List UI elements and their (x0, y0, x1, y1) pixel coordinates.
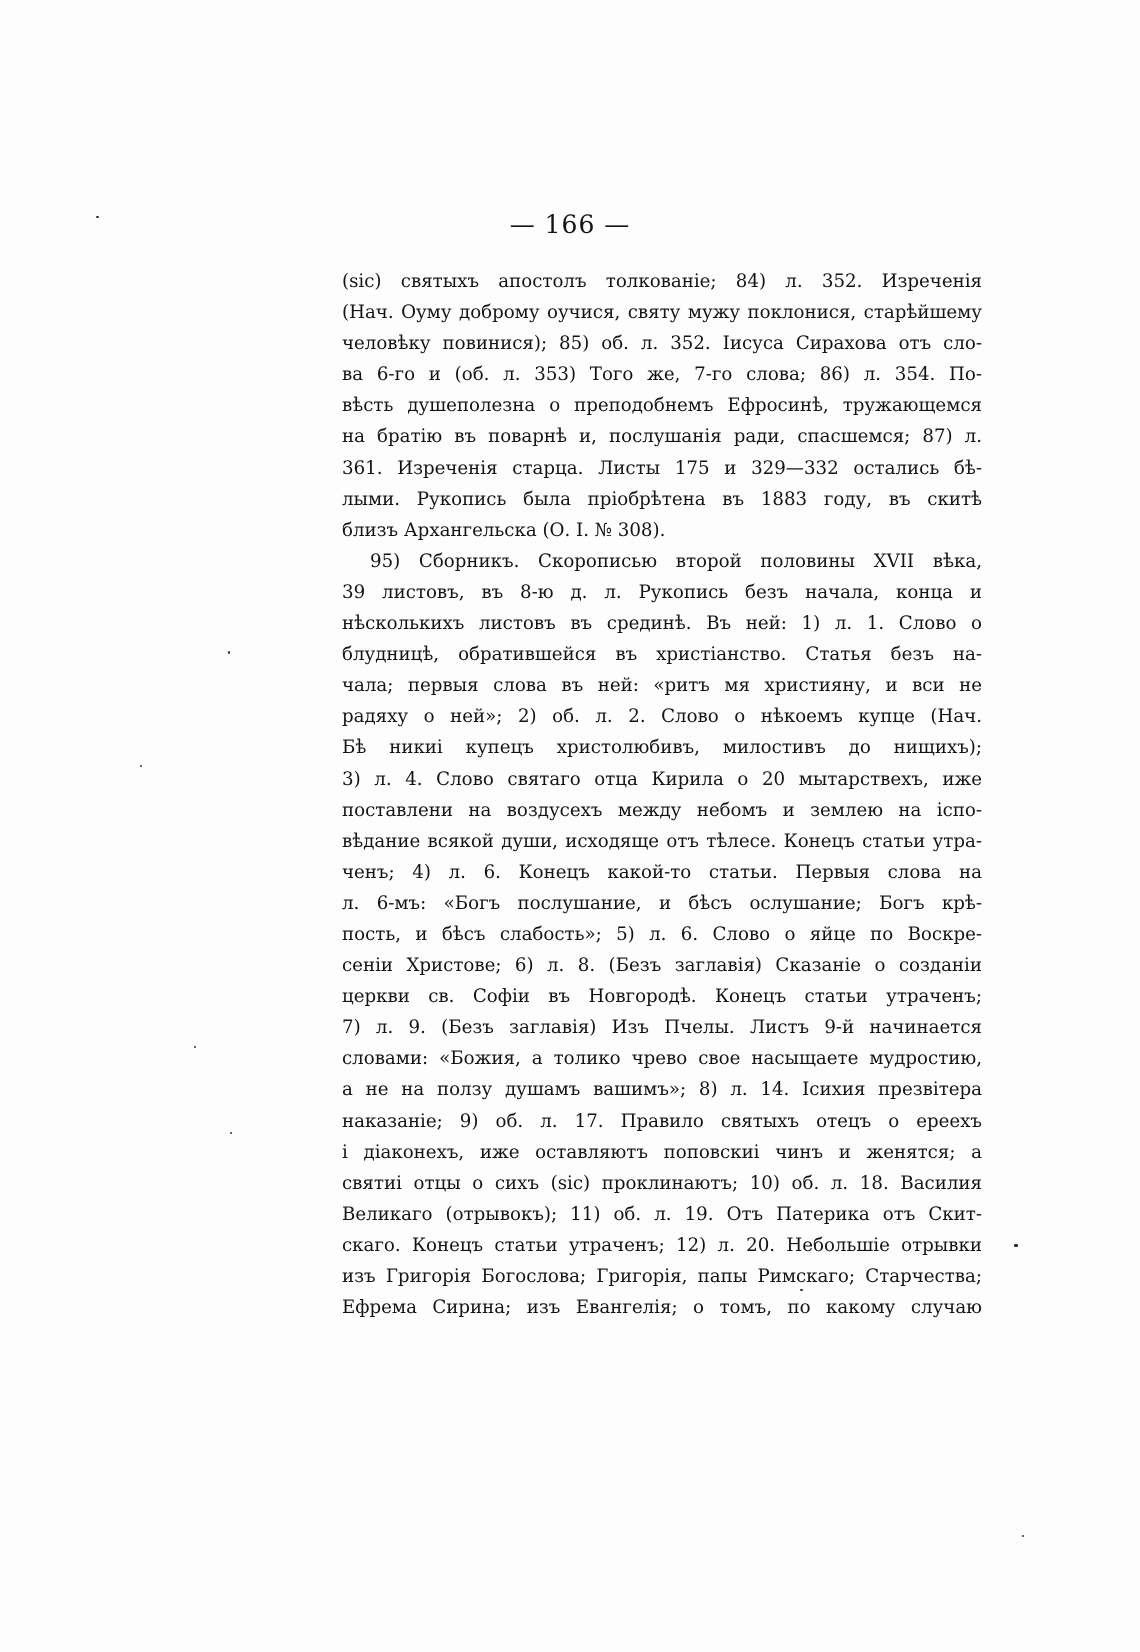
scan-speck (1014, 1244, 1018, 1247)
scan-speck (800, 1289, 803, 1291)
text-line: (sic) святыхъ апостолъ толкованіе; 84) л. 352. Изреченія (342, 271, 982, 292)
text-line: Бѣ никиі купецъ христолюбивъ, милостивъ до нищихъ); (342, 737, 982, 759)
scan-speck (96, 216, 99, 218)
text-line: чала; первыя слова въ ней: «ритъ мя християну, и вси не (342, 675, 982, 697)
text-line: святиі отцы о сихъ (sic) проклинаютъ; 10) об. л. 18. Василия (342, 1172, 982, 1194)
text-line: радяху о ней»; 2) об. л. 2. Слово о нѣкоемъ купце (Нач. (342, 706, 982, 728)
body-text (342, 266, 982, 1323)
text-line: блудницѣ, обратившейся въ христіанство. Статья безъ на- (342, 644, 982, 666)
text-line: Ефрема Сирина; изъ Евангелія; о томъ, по какому случаю (342, 1297, 982, 1319)
text-line: скаго. Конецъ статьи утраченъ; 12) л. 20. Небольшіе отрывки (342, 1234, 982, 1256)
page-number: — 166 — (509, 210, 631, 239)
text-line: сеніи Христове; 6) л. 8. (Безъ заглавія) Сказаніе о созданіи (342, 955, 982, 977)
text-line: близъ Архангельска (О. I. № 308). (342, 519, 666, 541)
text-line: 3) л. 4. Слово святаго отца Кирила о 20 мытарствехъ, иже (342, 768, 982, 790)
text-line: 361. Изреченія старца. Листы 175 и 329—332 остались бѣ- (342, 457, 982, 479)
text-line: лыми. Рукопись была пріобрѣтена въ 1883 году, въ скитѣ (342, 488, 982, 510)
text-line: л. 6-мъ: «Богъ послушание, и бѣсъ ослушание; Богъ крѣ- (342, 892, 982, 914)
text-line: а не на ползу душамъ вашимъ»; 8) л. 14. Ісихия презвітера (342, 1079, 982, 1101)
scan-speck (1022, 1535, 1024, 1537)
text-line: 95) Сборникъ. Скорописью второй половины XVII вѣка, (370, 550, 982, 572)
text-line: ва 6-го и (об. л. 353) Того же, 7-го слова; 86) л. 354. По- (342, 364, 982, 386)
text-line: ченъ; 4) л. 6. Конецъ какой-то статьи. Первыя слова на (342, 861, 982, 883)
text-line: нѣсколькихъ листовъ въ срединѣ. Въ ней: 1) л. 1. Слово о (342, 613, 982, 635)
text-line: вѣдание всякой души, исходяще отъ тѣлесе. Конецъ статьи утра- (342, 830, 982, 852)
text-line: (Нач. Оуму доброму оучися, святу мужу поклонися, старѣйшему (342, 302, 982, 324)
scan-speck (140, 765, 142, 767)
text-line: изъ Григорія Богослова; Григорія, папы Римскаго; Старчества; (342, 1266, 982, 1287)
text-line: поставлени на воздусехъ между небомъ и землею на іспо- (342, 799, 982, 821)
text-line: словами: «Божия, а толико чрево свое насыщаете мудростию, (342, 1048, 982, 1070)
text-line: церкви св. Софіи въ Новгородѣ. Конецъ статьи утраченъ; (342, 986, 982, 1008)
text-line: Великаго (отрывокъ); 11) об. л. 19. Отъ Патерика отъ Скит- (342, 1203, 982, 1225)
text-line: пость, и бѣсъ слабость»; 5) л. 6. Слово о яйце по Воскре- (342, 923, 982, 945)
scan-speck (194, 1046, 196, 1048)
text-line: на братію въ поварнѣ и, послушанія ради, спасшемся; 87) л. (342, 426, 982, 448)
text-line: наказаніе; 9) об. л. 17. Правило святыхъ отецъ о ереехъ (342, 1110, 982, 1132)
scan-speck (228, 651, 230, 654)
scan-speck (230, 1132, 232, 1134)
text-line: вѣсть душеполезна о преподобнемъ Ефросинѣ, тружающемся (342, 395, 982, 417)
text-line: 39 листовъ, въ 8-ю д. л. Рукопись безъ начала, конца и (342, 581, 982, 603)
text-line: і діаконехъ, иже оставляютъ поповскиі чинъ и женятся; а (342, 1141, 982, 1163)
text-line: человѣку повинися); 85) об. л. 352. Іисуса Сирахова отъ сло- (342, 333, 982, 355)
text-line: 7) л. 9. (Безъ заглавія) Изъ Пчелы. Листъ 9-й начинается (342, 1017, 982, 1039)
